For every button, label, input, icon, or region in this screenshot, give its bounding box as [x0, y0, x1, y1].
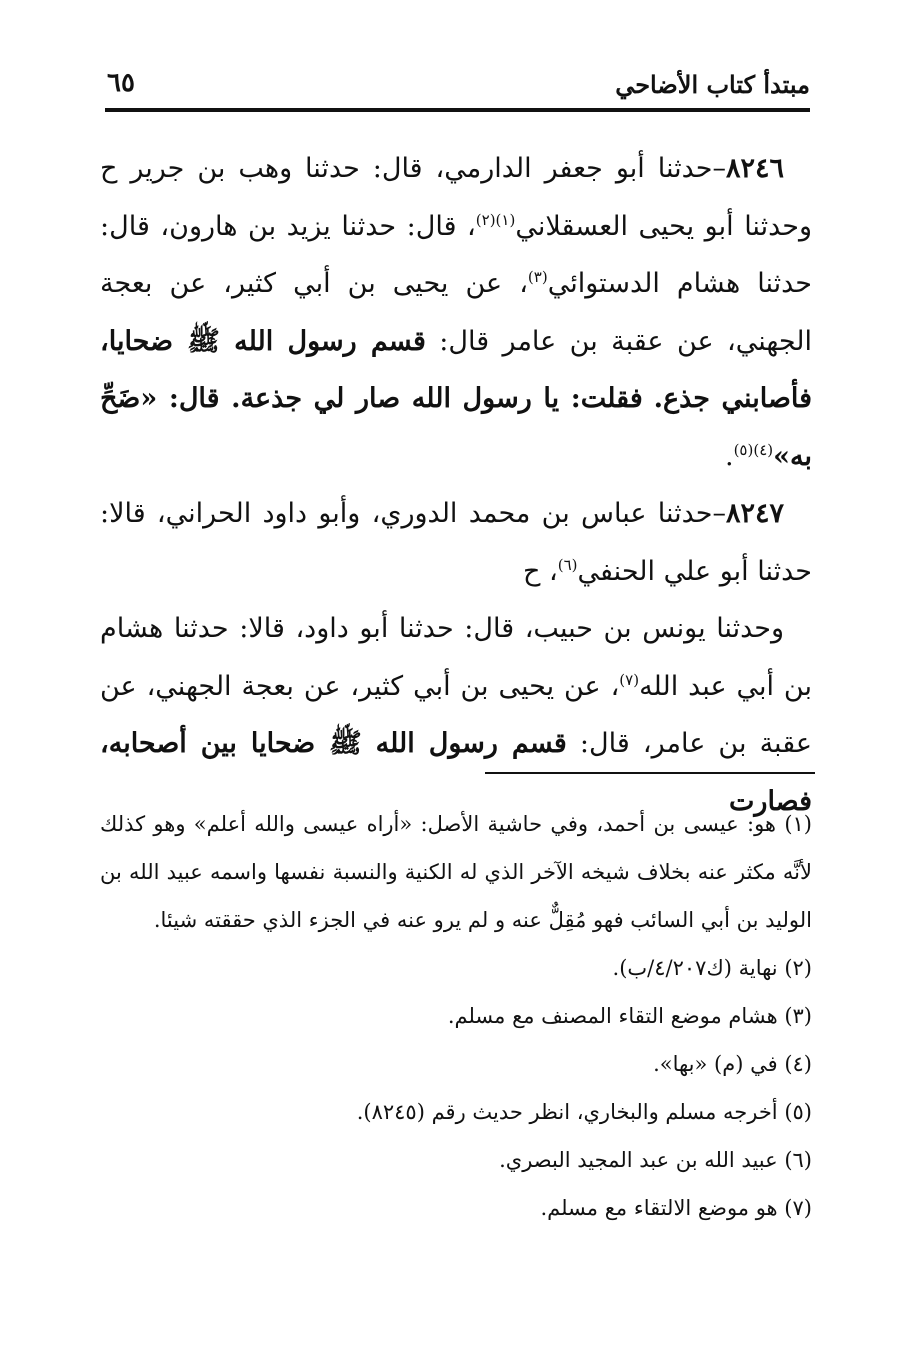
text-line: ، عن يحيى بن أبي كثير، عن بعجة الجهني، عن عقبة بن عامر، قال: — [100, 670, 812, 759]
running-title: مبتدأ كتاب الأضاحي — [615, 70, 810, 99]
footnote-5: (٥) أخرجه مسلم والبخاري، انظر حديث رقم (٨٢٤٥). — [356, 1100, 812, 1124]
footnote-ref: (٤)(٥) — [733, 440, 774, 459]
hadith-number: ٨٢٤٦ — [725, 153, 784, 184]
footnotes — [100, 800, 812, 1232]
hadith-number: ٨٢٤٧ — [725, 498, 784, 529]
text-line: حدثنا أبو علي الحنفي — [577, 555, 812, 587]
footnote-ref: (٧) — [619, 670, 640, 689]
matn-bold: «ضَحِّ به» — [100, 383, 812, 472]
text-line: ، عن يحيى بن أبي كثير، عن بعجة الجهني، عن — [100, 268, 812, 357]
footnote-ref: (١)(٢) — [475, 210, 516, 229]
text-line: –حدثنا أبو جعفر الدارمي، قال: حدثنا وهب بن جرير ح — [100, 153, 726, 184]
matn-bold: قسم رسول الله ﷺ ضحايا، فأصابني جذع. — [100, 325, 813, 414]
footnote-4: (٤) في (م) «بها». — [653, 1052, 812, 1076]
text-line: . — [724, 440, 734, 472]
text-line: عقبة بن عامر قال: — [425, 325, 664, 357]
matn-bold: قسم رسول الله ﷺ ضحايا بين أصحابه، فصارت — [100, 728, 812, 817]
text-line: –حدثنا عباس بن محمد الدوري، وأبو داود الحراني، قالا: — [100, 498, 726, 529]
page-number: ٦٥ — [107, 68, 135, 98]
hadith-8247-continued — [100, 600, 812, 830]
footnote-separator — [485, 772, 815, 774]
footnote-6: (٦) عبيد الله بن عبد المجيد البصري. — [499, 1148, 812, 1172]
footnote-ref: (٦) — [557, 555, 578, 574]
text-line: وحدثنا يونس بن حبيب، قال: حدثنا أبو داود، قالا: حدثنا هشام بن أبي عبد الله — [100, 613, 812, 702]
footnote-1: (١) هو: عيسى بن أحمد، وفي حاشية الأصل: «أراه عيسى والله أعلم» وهو كذلك لأنَّه مكثر عنه بخلاف شيخه الآخر الذي له الكنية والنسبة نفسها واسمه عبيد الله بن الوليد بن أبي السائب فهو مُقِلٌّ عنه و لم يرو عنه في الجزء الذي حققته شيئا. — [100, 812, 812, 932]
footnote-2: (٢) نهاية (ك٤/٢٠٧/ب). — [612, 956, 812, 980]
matn-bold: فقلت: يا رسول الله صار لي جذعة. قال: — [157, 383, 643, 414]
text-line: حدثنا هشام الدستوائي — [547, 268, 812, 299]
text-line: وحدثنا أبو يحيى العسقلاني — [515, 210, 812, 242]
text-line: ، قال: حدثنا يزيد بن هارون، قال: — [100, 210, 476, 242]
page-header — [105, 68, 810, 104]
footnote-7: (٧) هو موضع الالتقاء مع مسلم. — [540, 1196, 812, 1220]
footnote-3: (٣) هشام موضع التقاء المصنف مع مسلم. — [447, 1004, 812, 1028]
header-rule — [105, 108, 810, 112]
text-line: ، ح — [523, 555, 558, 587]
hadith-8246 — [100, 140, 812, 485]
footnote-ref: (٣) — [527, 268, 548, 286]
hadith-8247 — [100, 485, 812, 600]
main-text — [100, 140, 812, 830]
